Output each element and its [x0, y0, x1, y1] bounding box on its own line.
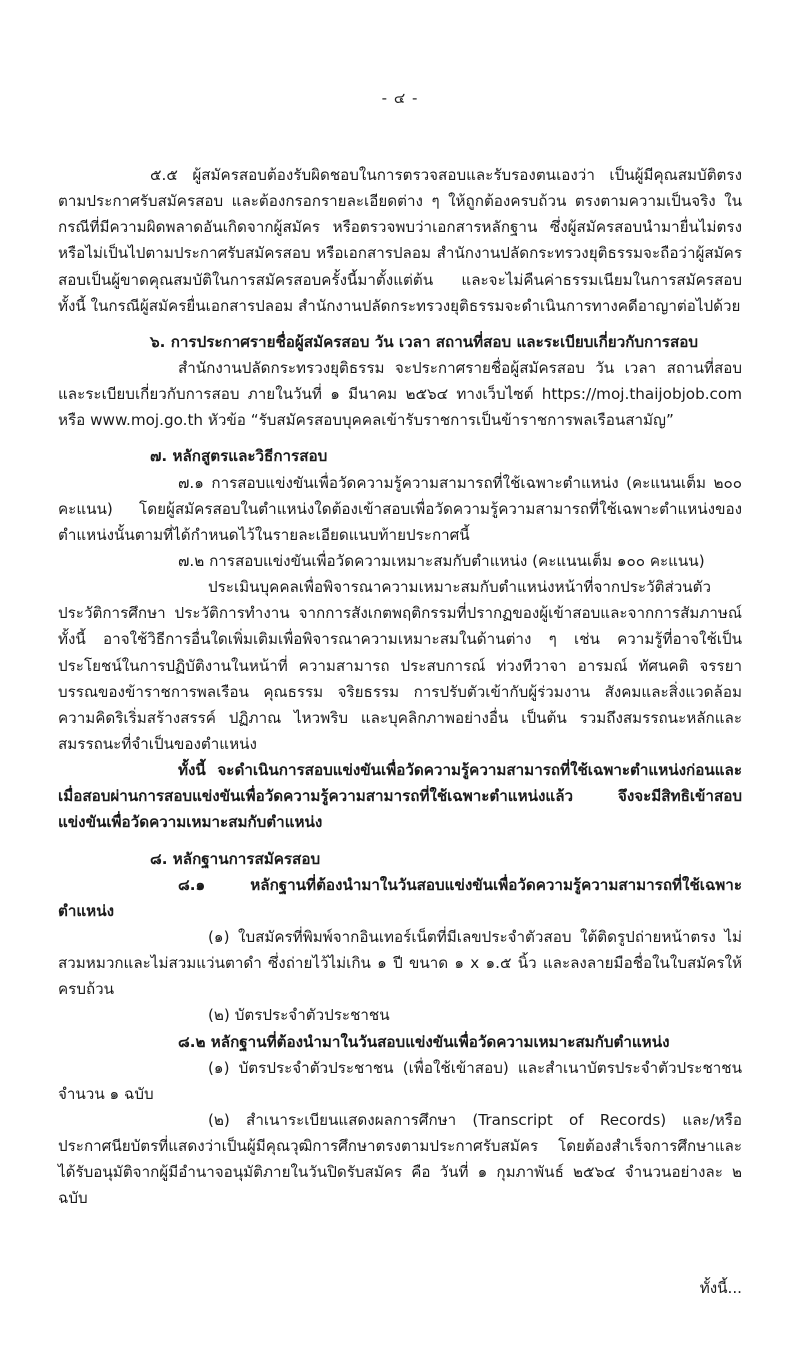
footer-note: ทั้งนี้...: [699, 1279, 742, 1297]
page-number: - ๔ -: [381, 89, 419, 107]
heading-section-8: ๘. หลักฐานการสมัครสอบ: [150, 849, 321, 868]
paragraph-8-1-1: (๑) ใบสมัครที่พิมพ์จากอินเทอร์เน็ตที่มีเลขประจำตัวสอบ ใต้ติดรูปถ่ายหน้าตรง ไม่สวมหมวกและไม่สวมแว่นตาดำ ซึ่งถ่ายไว้ไม่เกิน ๑ ปี ขนาด ๑ x ๑.๕ นิ้ว และลงลายมือชื่อในใบสมัครให้ครบถ้วน: [58, 927, 742, 999]
heading-section-8-2: ๘.๒ หลักฐานที่ต้องนำมาในวันสอบแข่งขันเพื่อวัดความเหมาะสมกับตำแหน่ง: [178, 1032, 670, 1051]
paragraph-7-bold: ทั้งนี้ จะดำเนินการสอบแข่งขันเพื่อวัดความรู้ความสามารถที่ใช้เฉพาะตำแหน่งก่อนและเมื่อสอบผ่านการสอบแข่งขันเพื่อวัดความรู้ความสามารถที่ใช้เฉพาะตำแหน่งแล้ว จึงจะมีสิทธิเข้าสอบแข่งขันเพื่อวัดความเหมาะสมกับตำแหน่ง: [58, 761, 742, 832]
spacer: [58, 836, 742, 840]
document-body: [58, 162, 742, 1211]
paragraph-8-1-2: (๒) บัตรประจำตัวประชาชน: [208, 1006, 390, 1025]
paragraph-7-2: ๗.๒ การสอบแข่งขันเพื่อวัดความเหมาะสมกับตำแหน่ง (คะแนนเต็ม ๑๐๐ คะแนน): [178, 551, 705, 570]
heading-section-7: ๗. หลักสูตรและวิธีการสอบ: [150, 447, 328, 466]
heading-section-8-1: ๘.๑ หลักฐานที่ต้องนำมาในวันสอบแข่งขันเพื่อวัดความรู้ความสามารถที่ใช้เฉพาะตำแหน่ง: [58, 875, 742, 920]
paragraph-7-1: ๗.๑ การสอบแข่งขันเพื่อวัดความรู้ความสามารถที่ใช้เฉพาะตำแหน่ง (คะแนนเต็ม ๒๐๐ คะแนน) โดยผู้สมัครสอบในตำแหน่งใดต้องเข้าสอบเพื่อวัดความรู้ความสามารถที่ใช้เฉพาะตำแหน่งของตำแหน่งนั้นตามที่ได้กำหนดไว้ในรายละเอียดแนบท้ายประกาศนี้: [58, 473, 742, 544]
paragraph-8-2-2: (๒) สำเนาระเบียนแสดงผลการศึกษา (Transcript of Records) และ/หรือประกาศนียบัตรที่แสดงว่าเป็นผู้มีคุณวุฒิการศึกษาตรงตามประกาศรับสมัคร โดยต้องสำเร็จการศึกษาและได้รับอนุมัติจากผู้มีอำนาจอนุมัติภายในวันปิดรับสมัคร คือ วันที่ ๑ กุมภาพันธ์ ๒๕๖๔ จำนวนอย่างละ ๒ ฉบับ: [58, 1110, 743, 1208]
spacer: [58, 319, 742, 323]
paragraph-8-2-1: (๑) บัตรประจำตัวประชาชน (เพื่อใช้เข้าสอบ) และสำเนาบัตรประจำตัวประชาชน จำนวน ๑ ฉบับ: [58, 1058, 742, 1103]
heading-section-6: ๖. การประกาศรายชื่อผู้สมัครสอบ วัน เวลา สถานที่สอบ และระเบียบเกี่ยวกับการสอบ: [150, 332, 698, 351]
paragraph-5-5: ๕.๕ ผู้สมัครสอบต้องรับผิดชอบในการตรวจสอบและรับรองตนเองว่า เป็นผู้มีคุณสมบัติตรงตามประกาศรับสมัครสอบ และต้องกรอกรายละเอียดต่าง ๆ ให้ถูกต้องครบถ้วน ตรงตามความเป็นจริง ในกรณีที่มีความผิดพลาดอันเกิดจากผู้สมัคร หรือตรวจพบว่าเอกสารหลักฐาน ซึ่งผู้สมัครสอบนำมายื่นไม่ตรงหรือไม่เป็นไปตามประกาศรับสมัครสอบ หรือเอกสารปลอม สำนักงานปลัดกระทรวงยุติธรรมจะถือว่าผู้สมัครสอบเป็นผู้ขาดคุณสมบัติในการสมัครสอบครั้งนี้มาตั้งแต่ต้น และจะไม่คืนค่าธรรมเนียมในการสมัครสอบ ทั้งนี้ ในกรณีผู้สมัครยื่นเอกสารปลอม สำนักงานปลัดกระทรวงยุติธรรมจะดำเนินการทางคดีอาญาต่อไปด้วย: [58, 166, 742, 315]
paragraph-7-2-detail: ประเมินบุคคลเพื่อพิจารณาความเหมาะสมกับตำแหน่งหน้าที่จากประวัติส่วนตัว ประวัติการศึกษา ประวัติการทำงาน จากการสังเกตพฤติกรรมที่ปรากฏของผู้เข้าสอบและจากการสัมภาษณ์ ทั้งนี้ อาจใช้วิธีการอื่นใดเพิ่มเติมเพื่อพิจารณาความเหมาะสมในด้านต่าง ๆ เช่น ความรู้ที่อาจใช้เป็นประโยชน์ในการปฏิบัติงานในหน้าที่ ความสามารถ ประสบการณ์ ท่วงทีวาจา อารมณ์ ทัศนคติ จรรยาบรรณของข้าราชการพลเรือน คุณธรรม จริยธรรม การปรับตัวเข้ากับผู้ร่วมงาน สังคมและสิ่งแวดล้อม ความคิดริเริ่มสร้างสรรค์ ปฏิภาณ ไหวพริบ และบุคลิกภาพอย่างอื่น เป็นต้น รวมถึงสมรรถนะหลักและสมรรถนะที่จำเป็นของตำแหน่ง: [58, 578, 742, 753]
spacer: [58, 433, 742, 437]
paragraph-section-6: สำนักงานปลัดกระทรวงยุติธรรม จะประกาศรายชื่อผู้สมัครสอบ วัน เวลา สถานที่สอบ และระเบียบเกี่ยวกับการสอบ ภายในวันที่ ๑ มีนาคม ๒๕๖๔ ทางเว็บไซต์ https://moj.thaijobjob.com หรือ www.moj.go.th หัวข้อ “รับสมัครสอบบุคคลเข้ารับราชการเป็นข้าราชการพลเรือนสามัญ”: [58, 358, 742, 430]
